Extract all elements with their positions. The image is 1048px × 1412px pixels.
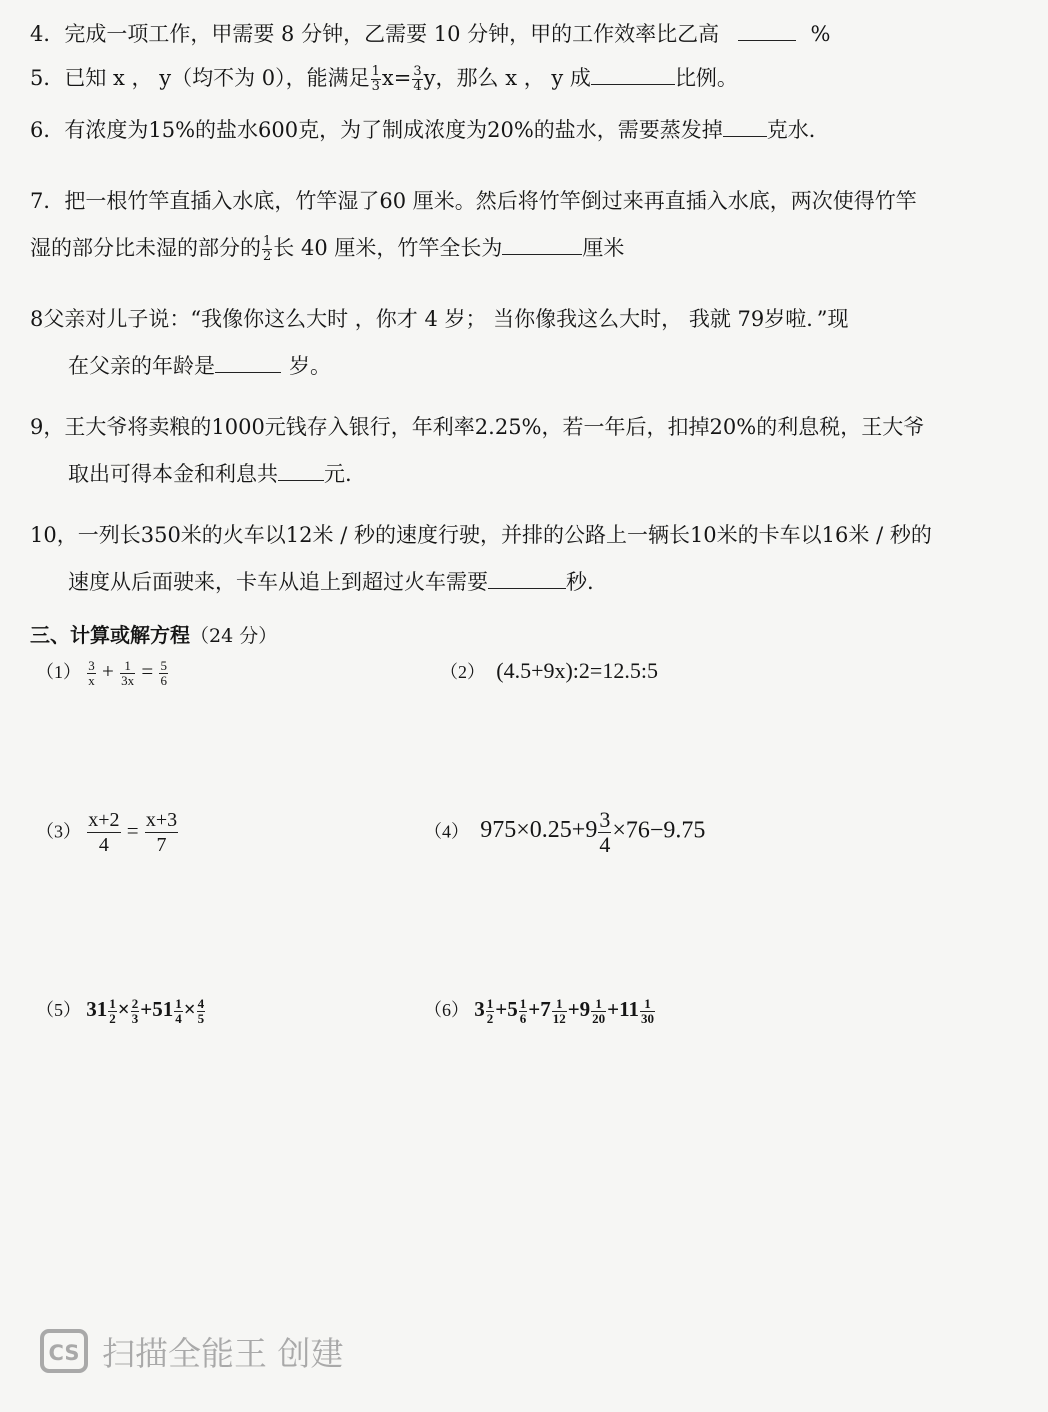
question-8-line-1: 8父亲对儿子说：“我像你这么大时 ，你才 4 岁； 当你像我这么大时， 我就 79岁啦．”现: [30, 307, 849, 331]
problem-label: （6）: [424, 1000, 469, 1020]
fraction: $\frac{1}{3}$: [371, 64, 380, 94]
question-6-text: 6．有浓度为15%的盐水600克，为了制成浓度为20%的盐水，需要蒸发掉: [30, 118, 723, 142]
fraction: $\frac{1}{3x}$: [121, 657, 135, 688]
answer-blank: [723, 114, 767, 137]
problem-5: （5） 31 $\frac{1}{2}$ × $\frac{2}{3}$ +51 $\frac{1}{4}$ × $\frac{4}{5}$: [36, 995, 205, 1026]
problem-label: （3）: [36, 821, 81, 842]
fraction: $\frac{5}{6}$: [160, 657, 167, 688]
question-4-suffix: %: [810, 22, 831, 46]
question-5-text: x=: [381, 66, 412, 90]
problem-2: [440, 656, 658, 687]
answer-blank: [738, 18, 796, 41]
question-10-line-2: 速度从后面驶来，卡车从追上到超过火车需要 秒.: [68, 566, 594, 597]
answer-blank: [215, 350, 281, 373]
section-score: （24 分）: [190, 625, 278, 647]
question-9-line-1: 9，王大爷将卖粮的1000元钱存入银行，年利率2.25%，若一年后，扣掉20%的利息税，王大爷: [30, 415, 925, 439]
problem-6: （6） 3 $\frac{1}{2}$ +5 $\frac{1}{6}$ +7 $\frac{1}{12}$ +9 $\frac{1}{20}$ +11 $\frac{1}{30}$: [424, 995, 654, 1026]
answer-blank: [502, 232, 582, 255]
camscanner-logo-icon: [40, 1329, 88, 1373]
question-8-line-2: 在父亲的年龄是 岁。: [68, 350, 331, 381]
fraction: $\frac{1}{6}$: [519, 995, 527, 1026]
watermark-text: 扫描全能王 创建: [102, 1333, 344, 1373]
problem-3: （3） $\frac{x+2}{4}$ = $\frac{x+3}{7}$: [36, 809, 178, 856]
answer-blank: [278, 458, 324, 481]
fraction: $\frac{1}{30}$: [640, 995, 654, 1026]
question-10-line-1: 10，一列长350米的火车以12米 / 秒的速度行驶，并排的公路上一辆长10米的卡车以16米 / 秒的: [30, 523, 932, 547]
answer-blank: [591, 62, 675, 85]
fraction: $\frac{4}{5}$: [197, 995, 205, 1026]
problem-1: （1） $\frac{3}{x}$ + $\frac{1}{3x}$ = $\frac{5}{6}$: [36, 657, 167, 688]
fraction: $\frac{1}{20}$: [592, 995, 606, 1026]
fraction: $\frac{3}{4}$: [413, 64, 422, 94]
fraction: $\frac{x+2}{4}$: [88, 809, 120, 856]
question-5-text: y，那么 x ， y 成: [423, 66, 591, 90]
fraction: $\frac{2}{3}$: [131, 995, 139, 1026]
fraction: $\frac{1}{12}$: [552, 995, 566, 1026]
fraction: $\frac{1}{4}$: [175, 995, 182, 1026]
question-5-text: 5．已知 x ， y（均不为 0），能满足: [30, 66, 370, 90]
question-5-text: 比例。: [674, 66, 738, 90]
answer-blank: [488, 566, 566, 589]
question-6-suffix: 克水．: [766, 118, 830, 142]
question-6: [30, 114, 830, 145]
problem-4: （4） 975×0.25+9 $\frac{3}{4}$ ×76−9.75: [424, 807, 706, 857]
question-5: [30, 62, 738, 94]
fraction: $\frac{1}{2}$: [109, 995, 116, 1026]
fraction: $\frac{1}{2}$: [263, 234, 272, 264]
question-4-text: 4．完成一项工作，甲需要 8 分钟，乙需要 10 分钟，甲的工作效率比乙高: [30, 22, 720, 46]
section-3-heading: [30, 620, 277, 651]
problem-label: （4）: [424, 821, 469, 842]
scanner-watermark: [40, 1326, 344, 1376]
section-title: 三、计算或解方程: [30, 623, 190, 647]
equation: (4.5+9x):2=12.5:5: [496, 658, 658, 683]
fraction: $\frac{1}{2}$: [486, 995, 494, 1026]
question-7-line-2: 湿的部分比未湿的部分的 $\frac{1}{2}$ 长 40 厘米，竹竿全长为 厘米: [30, 234, 625, 264]
fraction: $\frac{3}{4}$: [599, 807, 611, 857]
fraction: $\frac{x+3}{7}$: [145, 809, 178, 856]
problem-label: （2）: [440, 662, 485, 682]
question-7-line-1: 7．把一根竹竿直插入水底，竹竿湿了60 厘米。然后将竹竿倒过来再直插入水底，两次使得竹竿: [30, 189, 917, 213]
problem-label: （1）: [36, 662, 81, 682]
svg-text:CS: CS: [48, 1341, 80, 1365]
question-9-line-2: 取出可得本金和利息共 元.: [68, 458, 352, 489]
question-4: [30, 18, 831, 49]
fraction: $\frac{3}{x}$: [88, 657, 95, 688]
problem-label: （5）: [36, 1000, 81, 1020]
